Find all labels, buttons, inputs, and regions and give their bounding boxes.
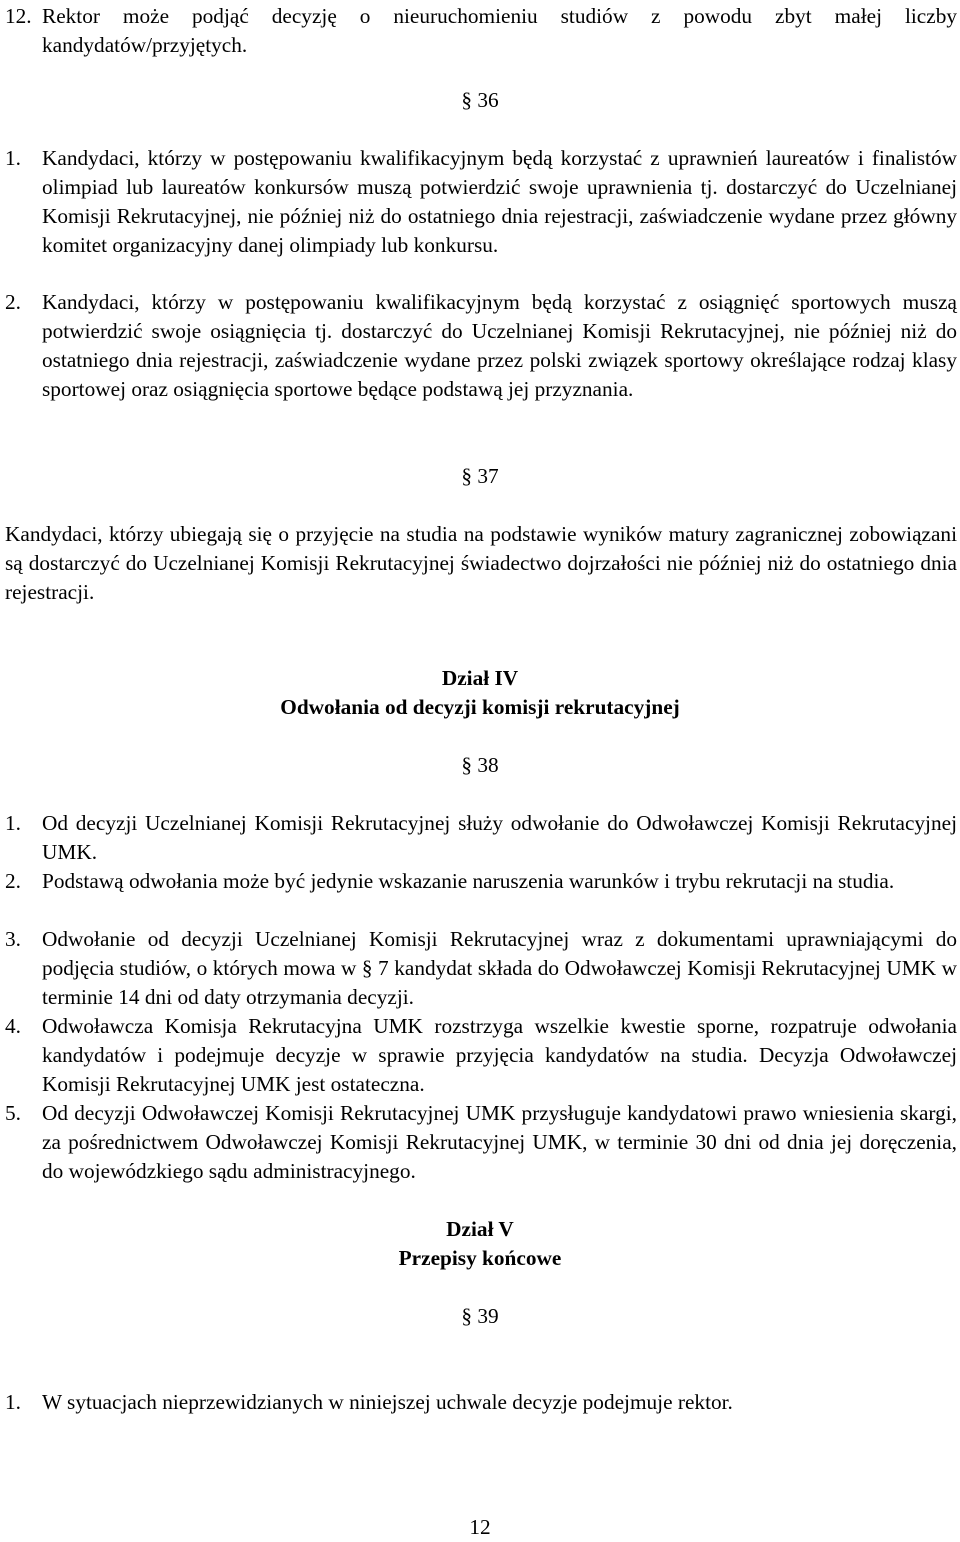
item-number: 2. bbox=[5, 290, 21, 314]
paragraph: Kandydaci, którzy ubiegają się o przyjęcie na studia na podstawie wyników matury zagranicznej zobowiązani są dostarczyć do Uczelnianej Komisji Rekrutacyjnej świadectwo dojrzałości nie później niż do ostatniego dnia rejestracji. bbox=[5, 522, 957, 604]
list-item bbox=[5, 2, 957, 60]
item-text: Podstawą odwołania może być jedynie wskazanie naruszenia warunków i trybu rekrutacji na studia. bbox=[42, 869, 895, 893]
list-item bbox=[5, 144, 957, 260]
item-text: Kandydaci, którzy w postępowaniu kwalifikacyjnym będą korzystać z osiągnięć sportowych muszą potwierdzić swoje osiągnięcia tj. dostarczyć do Uczelnianej Komisji Rekrutacyjnej, nie później niż do ostatniego dnia rejestracji, zaświadczenie wydane przez polski związek sportowy określające rodzaj klasy sportowej oraz osiągnięcia sportowe będące podstawą jej przyznania. bbox=[42, 290, 957, 401]
item-text: Odwołanie od decyzji Uczelnianej Komisji Rekrutacyjnej wraz z dokumentami uprawniającymi do podjęcia studiów, o których mowa w § 7 kandydat składa do Odwoławczej Komisji Rekrutacyjnej UMK w terminie 14 dni od daty otrzymania decyzji. bbox=[42, 927, 957, 1009]
list-item bbox=[5, 809, 957, 867]
chapter-label: Dział V bbox=[446, 1217, 514, 1241]
section-heading-36: § 36 bbox=[461, 88, 499, 112]
item-number: 5. bbox=[5, 1101, 21, 1125]
item-text: Od decyzji Uczelnianej Komisji Rekrutacyjnej służy odwołanie do Odwoławczej Komisji Rekrutacyjnej UMK. bbox=[42, 811, 957, 864]
section-heading-38: § 38 bbox=[461, 753, 499, 777]
item-number: 4. bbox=[5, 1014, 21, 1038]
item-number: 3. bbox=[5, 927, 21, 951]
item-number: 1. bbox=[5, 146, 21, 170]
list-item bbox=[5, 1012, 957, 1099]
item-text: Rektor może podjąć decyzję o nieuruchomieniu studiów z powodu zbyt małej liczby kandydatów/przyjętych. bbox=[42, 4, 957, 57]
item-text: Kandydaci, którzy w postępowaniu kwalifikacyjnym będą korzystać z uprawnień laureatów i finalistów olimpiad lub laureatów konkursów muszą potwierdzić swoje uprawnienia tj. dostarczyć do Uczelnianej Komisji Rekrutacyjnej, nie później niż do ostatniego dnia rejestracji, zaświadczenie wydane przez główny komitet organizacyjny danej olimpiady lub konkursu. bbox=[42, 146, 957, 257]
list-item bbox=[5, 867, 957, 896]
item-text: Od decyzji Odwoławczej Komisji Rekrutacyjnej UMK przysługuje kandydatowi prawo wniesienia skargi, za pośrednictwem Odwoławczej Komisji Rekrutacyjnej UMK, w terminie 30 dni od dnia jej doręczenia, do wojewódzkiego sądu administracyjnego. bbox=[42, 1101, 957, 1183]
section-heading-37: § 37 bbox=[461, 464, 499, 488]
chapter-title: Odwołania od decyzji komisji rekrutacyjnej bbox=[280, 695, 680, 719]
list-item bbox=[5, 925, 957, 1012]
item-number: 2. bbox=[5, 869, 21, 893]
chapter-title: Przepisy końcowe bbox=[398, 1246, 562, 1270]
list-item bbox=[5, 1099, 957, 1186]
item-text: W sytuacjach nieprzewidzianych w niniejszej uchwale decyzje podejmuje rektor. bbox=[42, 1390, 733, 1414]
item-number: 1. bbox=[5, 811, 21, 835]
page-number: 12 bbox=[469, 1515, 491, 1539]
list-item bbox=[5, 1388, 957, 1417]
item-text: Odwoławcza Komisja Rekrutacyjna UMK rozstrzyga wszelkie kwestie sporne, rozpatruje odwołania kandydatów i podejmuje decyzje w sprawie przyjęcia kandydatów na studia. Decyzja Odwoławczej Komisji Rekrutacyjnej UMK jest ostateczna. bbox=[42, 1014, 957, 1096]
list-item bbox=[5, 288, 957, 404]
item-number: 1. bbox=[5, 1390, 21, 1414]
item-number: 12. bbox=[5, 4, 32, 28]
chapter-label: Dział IV bbox=[441, 666, 519, 690]
section-heading-39: § 39 bbox=[461, 1304, 499, 1328]
